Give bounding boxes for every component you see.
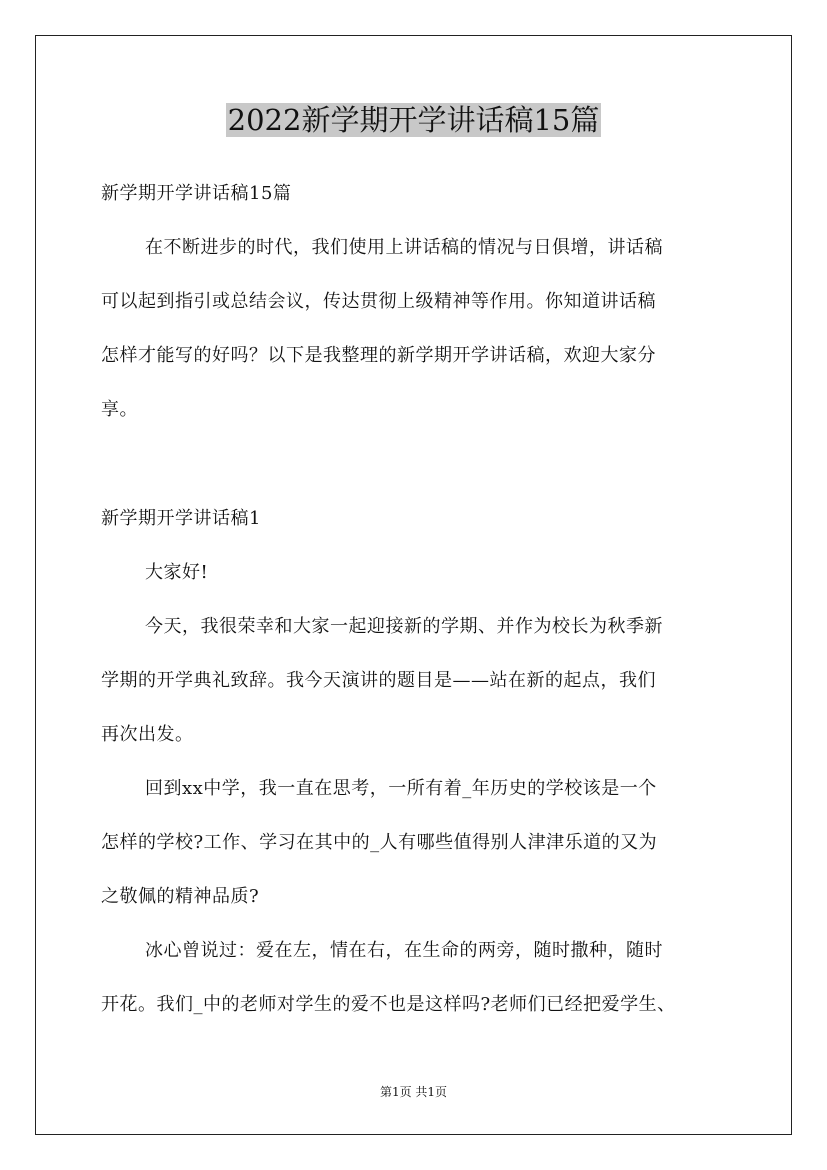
paragraph-line: 冰心曾说过：爱在左，情在右，在生命的两旁，随时撒种，随时 [145, 940, 663, 961]
paragraph-line: 大家好! [145, 562, 209, 583]
paragraph-line: 学期的开学典礼致辞。我今天演讲的题目是——站在新的起点，我们 [101, 670, 656, 691]
page-footer: 第1页 共1页 [379, 1085, 448, 1099]
paragraph-line: 可以起到指引或总结会议，传达贯彻上级精神等作用。你知道讲话稿 [101, 291, 656, 312]
paragraph-line: 回到xx中学，我一直在思考，一所有着_年历史的学校该是一个 [145, 778, 657, 799]
document-title: 2022新学期开学讲话稿15篇 [227, 103, 600, 137]
subtitle-line: 新学期开学讲话稿15篇 [101, 183, 292, 204]
paragraph-line: 享。 [101, 399, 138, 420]
paragraph-line: 怎样的学校?工作、学习在其中的_人有哪些值得别人津津乐道的又为 [101, 832, 658, 853]
paragraph-line: 之敬佩的精神品质? [101, 886, 260, 907]
paragraph-line: 今天，我很荣幸和大家一起迎接新的学期、并作为校长为秋季新 [145, 616, 663, 637]
paragraph-line: 在不断进步的时代，我们使用上讲话稿的情况与日俱增，讲话稿 [145, 237, 663, 258]
section-heading: 新学期开学讲话稿1 [101, 508, 261, 529]
paragraph-line: 再次出发。 [101, 724, 194, 745]
paragraph-line: 开花。我们_中的老师对学生的爱不也是这样吗?老师们已经把爱学生、 [101, 994, 676, 1015]
paragraph-line: 怎样才能写的好吗？以下是我整理的新学期开学讲话稿，欢迎大家分 [101, 345, 656, 366]
